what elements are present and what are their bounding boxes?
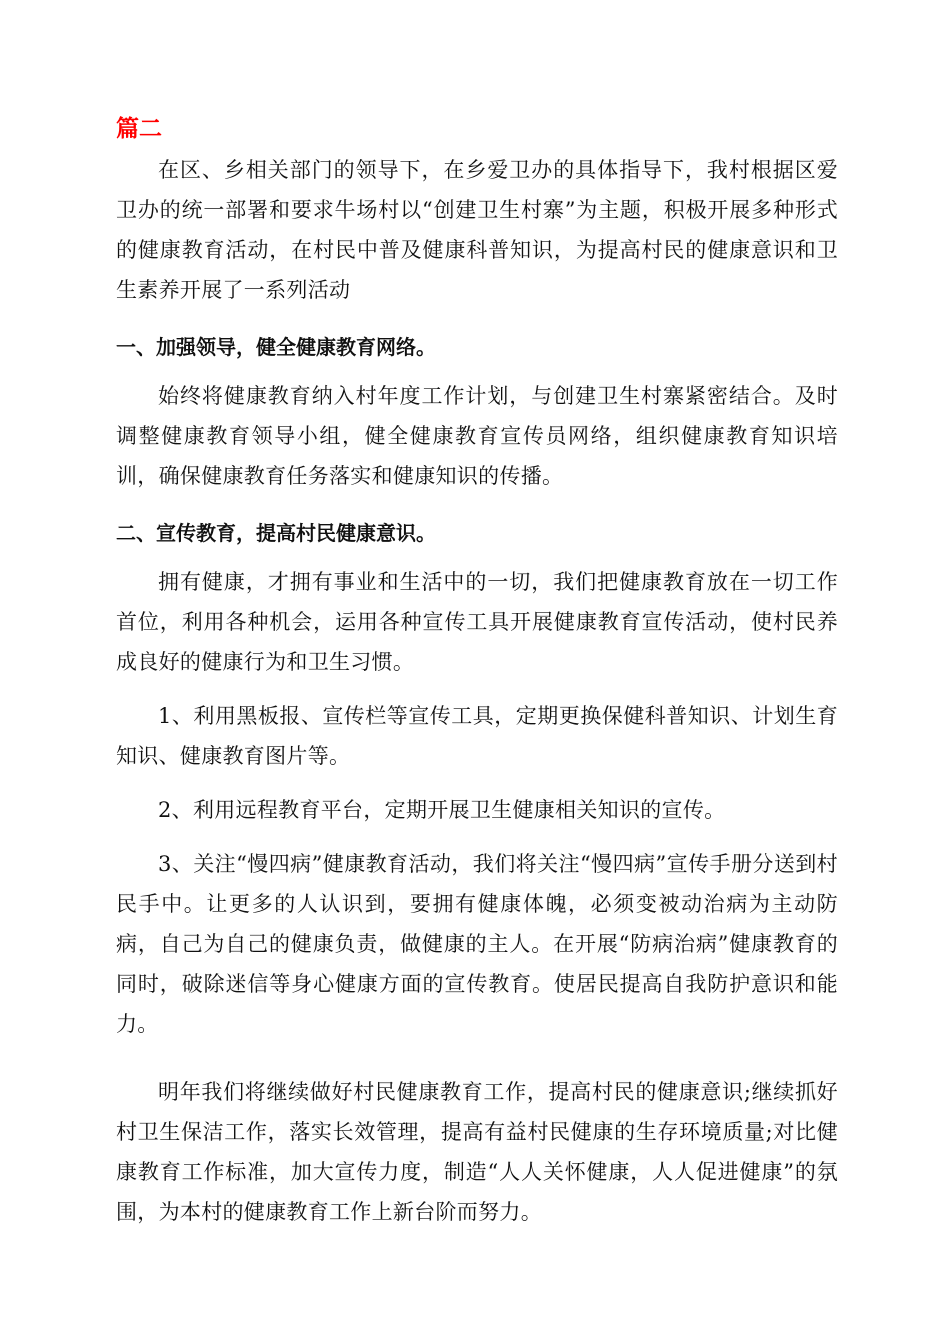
list-item-3: 3、关注“慢四病”健康教育活动，我们将关注“慢四病”宣传手册分送到村民手中。让更多的人认识到，要拥有健康体魄，必须变被动治病为主动防病，自己为自己的健康负责，做健康的主人。在开展“防病治病”健康教育的同时，破除迷信等身心健康方面的宣传教育。使居民提高自我防护意识和能力。: [116, 852, 838, 1036]
section-1-heading: 一、加强领导，健全健康教育网络。: [116, 335, 436, 359]
conclusion-paragraph: 明年我们将继续做好村民健康教育工作，提高村民的健康意识;继续抓好村卫生保洁工作，落实长效管理，提高有益村民健康的生存环境质量;对比健康教育工作标准，加大宣传力度，制造“人人关怀健康，人人促进健康”的氛围，为本村的健康教育工作上新台阶而努力。: [116, 1080, 838, 1224]
list-item-1: 1、利用黑板报、宣传栏等宣传工具，定期更换保健科普知识、计划生育知识、健康教育图片等。: [116, 704, 838, 768]
document-page: [116, 112, 838, 1232]
section-1-body: 始终将健康教育纳入村年度工作计划，与创建卫生村寨紧密结合。及时调整健康教育领导小组，健全健康教育宣传员网络，组织健康教育知识培训，确保健康教育任务落实和健康知识的传播。: [116, 384, 838, 488]
document-title: 篇二: [116, 116, 162, 142]
list-item-2: 2、利用远程教育平台，定期开展卫生健康相关知识的宣传。: [158, 798, 726, 822]
intro-paragraph: 在区、乡相关部门的领导下，在乡爱卫办的具体指导下，我村根据区爱卫办的统一部署和要求牛场村以“创建卫生村寨”为主题，积极开展多种形式的健康教育活动，在村民中普及健康科普知识，为提高村民的健康意识和卫生素养开展了一系列活动: [116, 158, 838, 302]
section-2-body: 拥有健康，才拥有事业和生活中的一切，我们把健康教育放在一切工作首位，利用各种机会，运用各种宣传工具开展健康教育宣传活动，使村民养成良好的健康行为和卫生习惯。: [116, 570, 838, 674]
section-2-heading: 二、宣传教育，提高村民健康意识。: [116, 521, 436, 545]
